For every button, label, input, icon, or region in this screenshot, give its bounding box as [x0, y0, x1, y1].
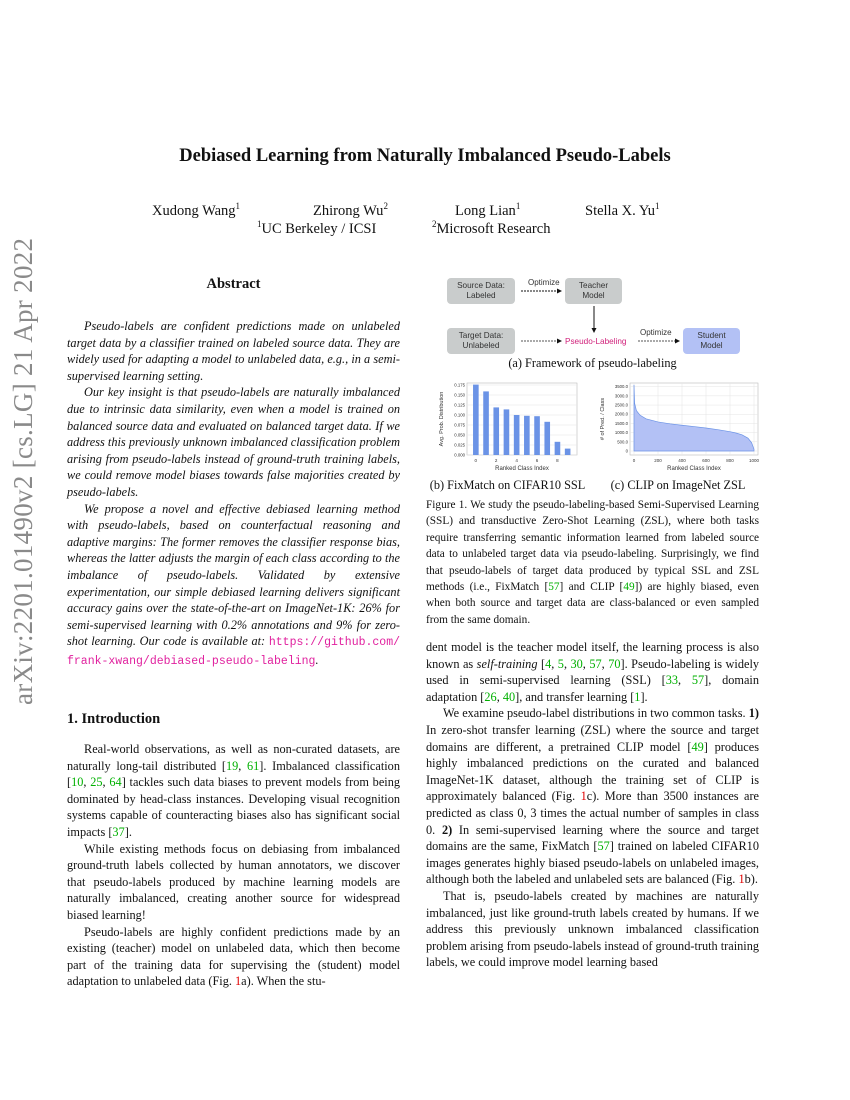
y-tick-label: 0.000	[454, 452, 465, 458]
x-tick-label: 6	[535, 458, 539, 463]
bar	[544, 422, 550, 455]
text: ,	[582, 656, 590, 671]
bold-text: 2)	[441, 822, 453, 837]
x-tick-label: 0	[474, 458, 478, 463]
author	[313, 201, 388, 220]
x-axis-label: Ranked Class Index	[495, 466, 549, 472]
text: [	[537, 656, 546, 671]
paragraph	[67, 501, 400, 671]
author	[455, 201, 520, 220]
text: b).	[744, 872, 758, 887]
author-sup: 1	[235, 201, 241, 211]
x-tick-label: 1000	[748, 458, 760, 463]
text: ,	[551, 656, 558, 671]
paragraph	[426, 888, 759, 971]
author-name: Stella X. Yu	[585, 202, 655, 219]
bar	[534, 416, 540, 455]
bar	[565, 449, 571, 455]
chart-clip	[590, 375, 765, 487]
text: ,	[601, 656, 609, 671]
paper-title: Debiased Learning from Naturally Imbalanced Pseudo-Labels	[179, 146, 671, 166]
x-tick-label: 600	[702, 458, 710, 463]
y-tick-label: 1500.0	[614, 420, 628, 426]
citation-link[interactable]: 26	[484, 689, 497, 704]
citation-link[interactable]: 5	[557, 656, 564, 671]
arxiv-stamp: arXiv:2201.01490v2 [cs.LG] 21 Apr 2022	[8, 237, 38, 705]
y-tick-label: 1000.0	[614, 430, 628, 436]
chart-fixmatch	[425, 375, 590, 487]
x-tick-label: 2	[494, 458, 498, 463]
x-tick-label: 400	[678, 458, 686, 463]
bar	[524, 416, 530, 455]
text: ]) are highly biased, even when both source and target data are class-balanced or even sampled from the same domain.	[426, 581, 759, 626]
paragraph	[67, 841, 400, 924]
citation-link[interactable]: 57	[597, 839, 610, 854]
paragraph	[67, 924, 400, 990]
text: ], domain adaptation [	[426, 673, 759, 704]
citation-link[interactable]: 1	[634, 689, 641, 704]
y-tick-label: 3000.0	[614, 393, 628, 399]
citation-link[interactable]: 49	[691, 739, 704, 754]
italic-text: .	[315, 652, 319, 667]
citation-link[interactable]: 57	[691, 673, 705, 688]
x-tick-label: 8	[556, 458, 559, 463]
italic-text: Our key insight is that pseudo-labels are naturally imbalanced due to intrinsic data similarity, even when a model is trained on balanced source data and evaluated on balanced target data. If we address this previously unknown imbalanced classification problem arising from pseudo-labels instead of ground-truth training labels, we could remove model biases towards false majorities created by pseudo-labels.	[67, 385, 400, 499]
paragraph	[426, 705, 759, 888]
y-axis-label: Avg. Prob. Distribution	[439, 391, 445, 447]
text: ]. Imbalanced classification [	[67, 758, 400, 790]
y-tick-label: 0	[625, 448, 628, 454]
citation-link[interactable]: 40	[502, 689, 516, 704]
text: Real-world observations, as well as non-curated datasets, are naturally long-tail distributed [	[67, 742, 400, 773]
aff-sup: 2	[432, 219, 437, 229]
text: In semi-supervised learning where the source and target domains are the same, FixMatch [	[426, 822, 760, 854]
text: That is, pseudo-labels created by machines are naturally imbalanced, just like ground-truth labels created by humans. If we address this previously unknown imbalanced classification problem arising from pseudo-labels instead of ground-truth training labels, we could improve model learning based	[426, 888, 759, 970]
affiliation	[257, 219, 376, 238]
abstract-heading: Abstract	[206, 276, 261, 292]
text: ,	[102, 775, 110, 790]
x-tick-label: 200	[654, 458, 662, 463]
subcaption-a: (a) Framework of pseudo-labeling	[508, 356, 677, 370]
author-name: Long Lian	[455, 202, 516, 219]
intro-heading: 1. Introduction	[67, 711, 161, 727]
optimize-label: Optimize	[640, 328, 672, 337]
text: ,	[496, 689, 503, 704]
text: ].	[124, 824, 132, 839]
text: Pseudo-labels are highly confident predictions made by an existing (teacher) model on unlabeled data, which then become part of the training data for supervising the (student) model adaptation to unlabeled data (Fig.	[67, 924, 400, 989]
citation-link[interactable]: 30	[570, 656, 583, 671]
text: ] produces highly imbalanced predictions on the curated and balanced ImageNet-1K dataset, although the training set of CLIP is approximately balanced (Fig.	[426, 739, 759, 804]
text: ,	[83, 775, 91, 790]
y-tick-label: 0.050	[454, 432, 465, 438]
citation-link[interactable]: 61	[247, 758, 260, 773]
target-data-box: Target Data: Unlabeled	[447, 328, 515, 354]
author-name: Zhirong Wu	[313, 202, 384, 219]
text: ], and transfer learning [	[515, 689, 635, 704]
italic-text: We propose a novel and effective debiased learning method with pseudo-labels, based on counterfactual reasoning and adaptive margins: The former removes the classifier response bias, whereas the latter adjusts the margin of each class according to the imbalance of pseudo-labels. Validated by extensive experimentation, our simple debiased learning delivers significant accuracy gains over the state-of-the-art on ImageNet-1K: 26% for semi-supervised learning with 0.2% annotations and 9% for zero-shot learning. Our code is available at:	[67, 501, 400, 649]
y-tick-label: 0.175	[454, 382, 465, 388]
y-axis-label: # of Pred. / Class	[600, 397, 606, 441]
figure-ref-link[interactable]: 1	[580, 789, 587, 804]
text: ] tackles such data biases to prevent models from being dominated by head-class instances. Developing visual recognition systems capable of counteracting biases also has significant social impacts [	[67, 775, 400, 839]
author-sup: 2	[383, 201, 388, 211]
paragraph	[67, 384, 400, 500]
text: In zero-shot transfer learning (ZSL) where the source and target domains are different, a pretrained CLIP model [	[426, 722, 759, 754]
text: ]. Pseudo-labeling is widely used in semi-supervised learning (SSL) [	[426, 656, 760, 688]
figure-1	[425, 270, 760, 510]
x-tick-label: 4	[515, 458, 518, 463]
citation-link[interactable]: 70	[608, 656, 621, 671]
y-tick-label: 0.025	[454, 442, 465, 448]
citation-link[interactable]: 25	[90, 775, 103, 790]
author	[152, 201, 240, 220]
bar	[504, 409, 510, 455]
bar	[493, 407, 499, 455]
text: ] trained on labeled CIFAR10 images generates highly biased pseudo-labels on unlabeled images, although both the labeled and unlabeled sets are balanced (Fig.	[426, 839, 759, 887]
italic-text: Pseudo-labels are confident predictions made on unlabeled target data by a classifier trained on labeled source data. They are widely used for adapting a model to unlabeled data, e.g., in a semi-supervised learning setting.	[67, 319, 400, 383]
bar	[473, 385, 479, 455]
bar	[555, 442, 561, 455]
diagram-arrows	[425, 270, 760, 370]
aff-name: UC Berkeley / ICSI	[261, 220, 377, 237]
y-tick-label: 0.150	[454, 392, 465, 398]
subcaption-c: (c) CLIP on ImageNet ZSL	[610, 478, 746, 492]
citation-link[interactable]: 33	[665, 673, 678, 688]
text: ,	[238, 758, 247, 773]
student-model-box: Student Model	[683, 328, 740, 354]
y-tick-label: 2000.0	[614, 411, 628, 417]
teacher-model-box: Teacher Model	[565, 278, 622, 304]
text: Figure 1. We study the pseudo-labeling-based Semi-Supervised Learning (SSL) and transductive Zero-Shot Learning (ZSL), where both tasks require transferring semantic information learned from labeled source data to unlabeled target data via pseudo-labeling. Surprisingly, we find that pseudo-labels of target data produced by typical SSL and ZSL methods (i.e., FixMatch [	[426, 499, 759, 594]
optimize-label: Optimize	[528, 278, 560, 287]
citation-link[interactable]: 10	[71, 775, 84, 790]
y-tick-label: 0.075	[454, 422, 465, 428]
bar	[514, 415, 520, 455]
y-tick-label: 2500.0	[614, 402, 628, 408]
bold-text: 1)	[748, 706, 759, 721]
text: c). More than 3500 instances are predicted as class 0, 3 times the actual number of samples in class 0.	[426, 789, 760, 837]
abstract-body	[67, 318, 400, 670]
code-link[interactable]: https://github.com/frank-xwang/debiased-pseudo-labeling	[67, 636, 400, 668]
citation-link[interactable]: 64	[109, 775, 122, 790]
bar	[483, 391, 489, 455]
intro-right-body	[426, 639, 759, 971]
y-tick-label: 0.100	[454, 412, 465, 418]
text: While existing methods focus on debiasing from imbalanced ground-truth labels collected by human annotators, we discover that pseudo-labels produced by machine learning models are naturally imbalanced, creating another source for widespread biased learning!	[67, 841, 400, 922]
caption-text	[426, 497, 759, 628]
x-axis-label: Ranked Class Index	[667, 466, 721, 472]
y-tick-label: 3500.0	[614, 384, 628, 390]
x-tick-label: 800	[726, 458, 734, 463]
author-sup: 1	[515, 201, 521, 211]
paragraph	[67, 318, 400, 384]
intro-left-body	[67, 741, 400, 990]
paragraph	[67, 741, 400, 841]
affiliation	[432, 219, 550, 238]
italic-text: self-training	[476, 656, 538, 671]
citation-link[interactable]: 4	[545, 656, 552, 671]
citation-link[interactable]: 49	[623, 581, 635, 594]
text: ].	[640, 689, 648, 704]
text: We examine pseudo-label distributions in two common tasks.	[443, 706, 749, 721]
subcaption-b: (b) FixMatch on CIFAR10 SSL	[429, 478, 586, 492]
y-tick-label: 0.125	[454, 402, 465, 408]
citation-link[interactable]: 19	[225, 758, 239, 773]
pseudo-labeling-label: Pseudo-Labeling	[565, 337, 627, 346]
figure-caption	[426, 497, 759, 628]
paragraph	[426, 639, 759, 705]
citation-link[interactable]: 57	[589, 656, 602, 671]
figure-ref-link[interactable]: 1	[738, 872, 745, 887]
author-sup: 1	[654, 201, 660, 211]
figure-ref-link[interactable]: 1	[235, 974, 242, 989]
source-data-box: Source Data: Labeled	[447, 278, 515, 304]
author	[585, 201, 659, 220]
text: ] and CLIP [	[559, 581, 624, 594]
aff-sup: 1	[257, 219, 262, 229]
text: ,	[678, 673, 692, 688]
text: ,	[563, 656, 571, 671]
text: dent model is the teacher model itself, the learning process is also known as	[426, 640, 759, 671]
x-tick-label: 0	[632, 458, 636, 463]
citation-link[interactable]: 57	[548, 581, 560, 594]
citation-link[interactable]: 37	[112, 824, 125, 839]
y-tick-label: 500.0	[617, 439, 628, 445]
text: a). When the stu-	[241, 974, 326, 989]
author-name: Xudong Wang	[152, 202, 236, 219]
aff-name: Microsoft Research	[436, 220, 551, 237]
